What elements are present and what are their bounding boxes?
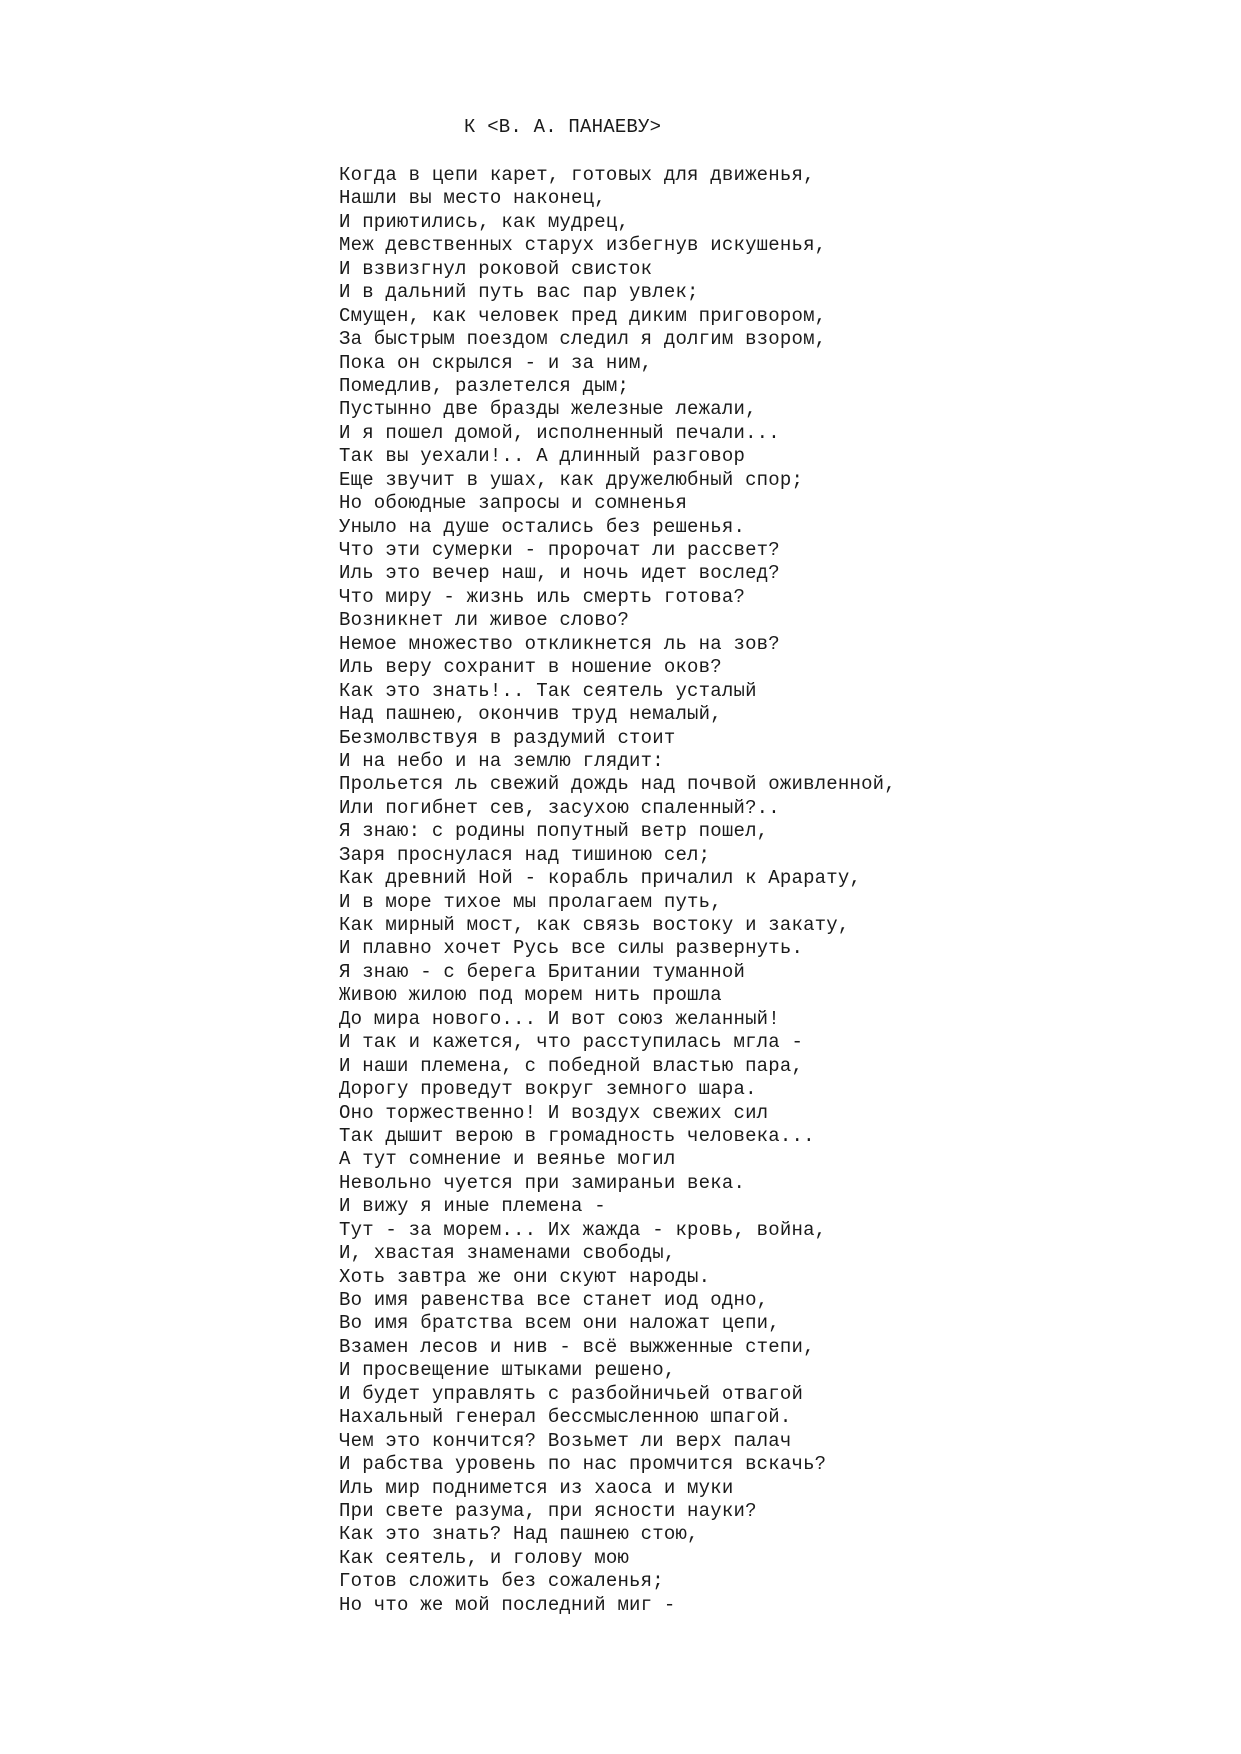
poem-line: Но обоюдные запросы и сомненья xyxy=(339,492,688,515)
poem-line: Во имя равенства все станет иод одно, xyxy=(339,1289,769,1311)
poem-line: Что миру - жизнь иль смерть готова? xyxy=(339,585,746,608)
poem-line: Иль мир поднимется из хаоса и муки xyxy=(339,1476,734,1499)
poem-line: Живою жилою под морем нить прошла xyxy=(339,984,722,1007)
poem-line: Возникнет ли живое слово? xyxy=(339,609,630,632)
poem-line: Нашли вы место наконец, xyxy=(339,187,606,210)
poem-line: Хоть завтра же они скуют народы. xyxy=(339,1265,711,1288)
poem-line: И наши племена, с победной властью пара, xyxy=(339,1054,804,1077)
poem-line: Готов сложить без сожаленья; xyxy=(339,1570,664,1593)
poem-line: Над пашнею, окончив труд немалый, xyxy=(339,703,722,726)
poem-line: И будет управлять с разбойничьей отвагой xyxy=(339,1382,804,1405)
poem-line: Чем это кончится? Возьмет ли верх палач xyxy=(339,1429,792,1452)
poem-line: Когда в цепи карет, готовых для движенья, xyxy=(339,164,815,186)
poem-body xyxy=(339,164,896,1617)
poem-title: К <В. А. ПАНАЕВУ> xyxy=(464,116,662,138)
poem-line: И на небо и на землю глядит: xyxy=(339,749,664,772)
poem-line: За быстрым поездом следил я долгим взором, xyxy=(339,328,827,351)
poem-line: И я пошел домой, исполненный печали... xyxy=(339,421,780,444)
poem-line: И в море тихое мы пролагаем путь, xyxy=(339,890,722,913)
poem-line: Прольется ль свежий дождь над почвой оживленной, xyxy=(339,773,896,796)
poem-line: Я знаю: с родины попутный ветр пошел, xyxy=(339,820,769,843)
poem-line: И в дальний путь вас пар увлек; xyxy=(339,281,699,304)
poem-line: При свете разума, при ясности науки? xyxy=(339,1499,757,1522)
poem-line: Как мирный мост, как связь востоку и закату, xyxy=(339,914,850,936)
poem-line: Как древний Ной - корабль причалил к Арарату, xyxy=(339,867,862,890)
poem-line: Я знаю - с берега Британии туманной xyxy=(339,960,746,983)
poem-line: Оно торжественно! И воздух свежих сил xyxy=(339,1101,769,1124)
poem-line: И, хвастая знаменами свободы, xyxy=(339,1242,676,1265)
poem-line: И просвещение штыками решено, xyxy=(339,1359,676,1382)
poem-line: И вижу я иные племена - xyxy=(339,1195,606,1218)
poem-line: Помедлив, разлетелся дым; xyxy=(339,374,630,397)
poem-line: Как это знать!.. Так сеятель усталый xyxy=(339,679,757,702)
poem-line: Как это знать? Над пашнею стою, xyxy=(339,1523,699,1546)
poem-line: И рабства уровень по нас промчится вскачь? xyxy=(339,1453,827,1476)
poem-line: Нахальный генерал бессмысленною шпагой. xyxy=(339,1406,792,1429)
poem-line: Дорогу проведут вокруг земного шара. xyxy=(339,1078,757,1101)
poem-line: Но что же мой последний миг - xyxy=(339,1593,676,1616)
poem-line: И взвизгнул роковой свисток xyxy=(339,257,653,280)
poem-line: И плавно хочет Русь все силы развернуть. xyxy=(339,937,804,960)
poem-line: Немое множество откликнется ль на зов? xyxy=(339,632,780,655)
poem-line: Заря проснулася над тишиною сел; xyxy=(339,843,711,866)
poem-line: Пока он скрылся - и за ним, xyxy=(339,351,653,374)
poem-line: И так и кажется, что расступилась мгла - xyxy=(339,1031,804,1054)
poem-line: Так дышит верою в громадность человека... xyxy=(339,1124,815,1147)
poem-line: До мира нового... И вот союз желанный! xyxy=(339,1007,780,1030)
poem-line: Что эти сумерки - пророчат ли рассвет? xyxy=(339,539,780,561)
poem-line: Пустынно две бразды железные лежали, xyxy=(339,398,757,421)
poem-line: Меж девственных старух избегнув искушенья, xyxy=(339,234,827,257)
poem-line: Иль веру сохранит в ношение оков? xyxy=(339,656,722,679)
poem-line: Или погибнет сев, засухою спаленный?.. xyxy=(339,796,780,819)
poem-line: Так вы уехали!.. А длинный разговор xyxy=(339,445,746,468)
poem-line: И приютились, как мудрец, xyxy=(339,210,630,233)
poem-line: А тут сомнение и веянье могил xyxy=(339,1148,676,1171)
poem-line: Смущен, как человек пред диким приговором, xyxy=(339,304,827,327)
poem-line: Безмолвствуя в раздумий стоит xyxy=(339,726,676,749)
poem-line: Во имя братства всем они наложат цепи, xyxy=(339,1312,780,1335)
poem-line: Уныло на душе остались без решенья. xyxy=(339,515,746,538)
poem-line: Тут - за морем... Их жажда - кровь, война, xyxy=(339,1218,827,1241)
poem-line: Иль это вечер наш, и ночь идет вослед? xyxy=(339,562,780,585)
poem-line: Как сеятель, и голову мою xyxy=(339,1546,630,1569)
poem-line: Невольно чуется при замираньи века. xyxy=(339,1171,746,1194)
poem-line: Еще звучит в ушах, как дружелюбный спор; xyxy=(339,468,804,491)
poem-line: Взамен лесов и нив - всё выжженные степи, xyxy=(339,1335,815,1358)
